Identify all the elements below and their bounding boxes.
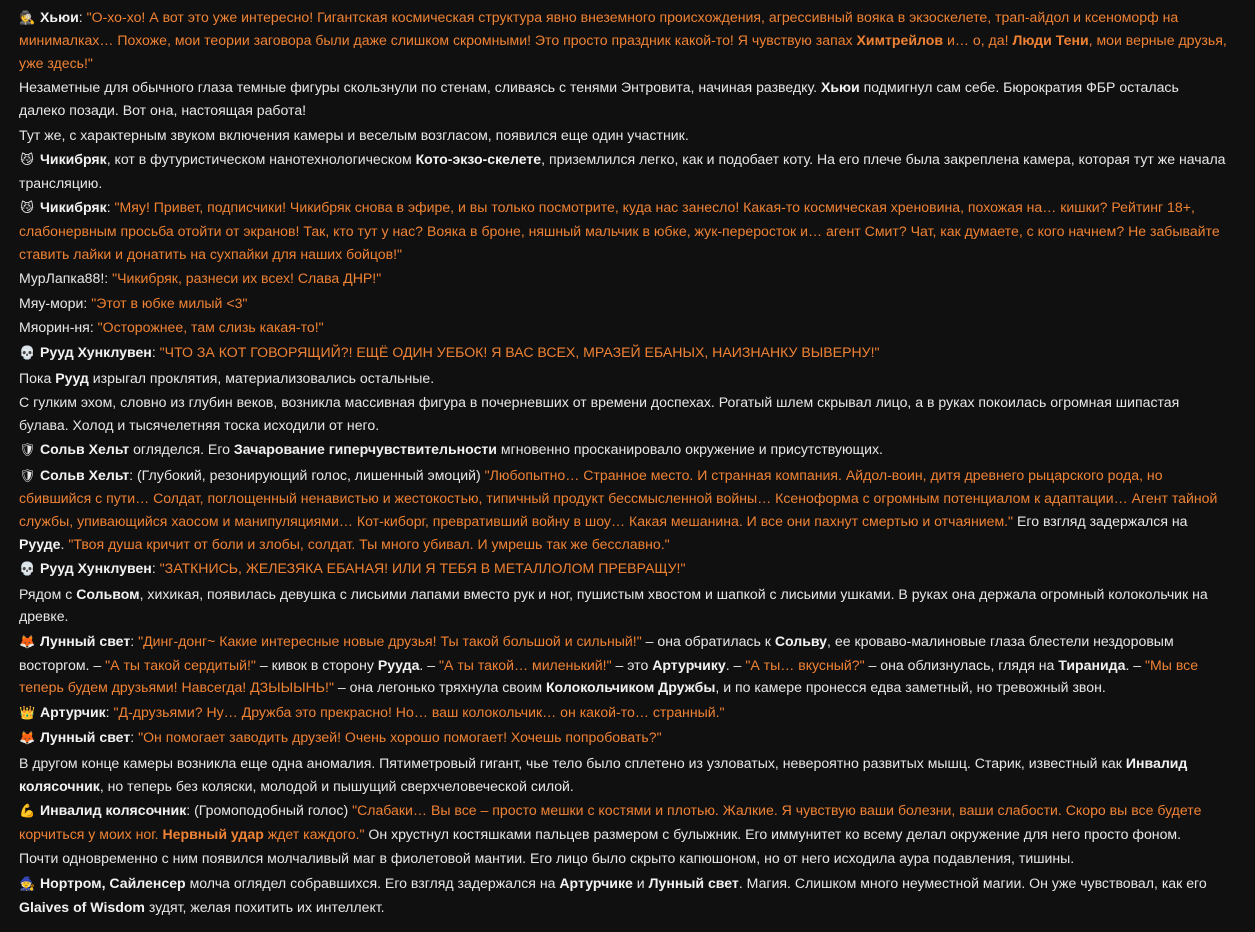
dialogue-quote: "А ты такой… миленький!" bbox=[439, 656, 612, 673]
narration-text: : bbox=[130, 633, 139, 650]
narration-text: – она обратилась к bbox=[641, 633, 775, 650]
narration-text: , ее кроваво-малиновые глаза блестели нездоровым восторгом. – bbox=[19, 633, 1174, 673]
dialogue-quote: ждет каждого." bbox=[263, 825, 365, 842]
narration-text: , приземлился легко, как и подобает коту. На его плече была закреплена камера, которая тут же начала трансляцию. bbox=[19, 151, 1226, 191]
character-name: Инвалид колясочник bbox=[19, 755, 1188, 794]
narration-text: МурЛапка88!: bbox=[19, 270, 113, 287]
narration-text: В другом конце камеры возникла еще одна аномалия. Пятиметровый гигант, чье тело было сплетено из узловатых, невероятно развитых мышц. Старик, известный как bbox=[19, 755, 1126, 771]
dialogue-emphasis: Люди Тени bbox=[1012, 32, 1089, 49]
character-name: Чикибряк bbox=[40, 199, 107, 216]
narration-text: , но теперь без коляски, молодой и пышущий сверхчеловеческой силой. bbox=[99, 777, 574, 794]
story-paragraph bbox=[19, 557, 1227, 581]
character-name: Артурчику bbox=[652, 656, 726, 673]
story-paragraph bbox=[19, 438, 1227, 462]
narration-text: Пока bbox=[19, 369, 56, 386]
narration-text: : bbox=[78, 8, 87, 25]
dialogue-emphasis: Нервный удар bbox=[162, 825, 264, 842]
character-name: Артурчик bbox=[40, 703, 106, 720]
chikibryak-avatar-icon: 😼 bbox=[20, 200, 34, 216]
character-name: Тиранида bbox=[1058, 656, 1126, 673]
narration-text: . Магия. Слишком много неуместной магии. Он уже чувствовал, как его bbox=[738, 874, 1207, 891]
character-name: Рууд bbox=[55, 369, 89, 386]
character-name: Чикибряк bbox=[40, 151, 107, 168]
narration-text: – это bbox=[611, 656, 653, 673]
dialogue-quote: "Осторожнее, там слизь какая-то!" bbox=[97, 319, 324, 336]
character-name: Артурчике bbox=[559, 874, 633, 891]
narration-text: – она легонько тряхнула своим bbox=[333, 679, 546, 696]
character-name: Сольвом bbox=[76, 585, 140, 602]
narration-text: . – bbox=[419, 656, 439, 673]
character-name: Хьюи bbox=[40, 8, 79, 25]
moon-avatar-icon: 🦊 bbox=[19, 634, 36, 650]
character-name: Рууд Хунклувен bbox=[40, 560, 152, 577]
character-name: Рууде bbox=[19, 535, 61, 552]
invalid-avatar-icon: 💪 bbox=[19, 803, 36, 819]
character-name: Колокольчиком Дружбы bbox=[545, 679, 716, 696]
narration-text: : bbox=[106, 199, 115, 216]
narration-text: . – bbox=[725, 656, 746, 673]
character-name: Зачарование гиперчувствительности bbox=[233, 441, 497, 458]
narration-text: Он хрустнул костяшками пальцев размером с булыжник. Его иммунитет ко всему делал окружение для него просто фоном. bbox=[364, 825, 1182, 842]
story-paragraph bbox=[19, 847, 1227, 870]
story-paragraph bbox=[19, 316, 1227, 339]
dialogue-quote: "Мы все теперь будем друзьями! Навсегда! ДЗЫЫЫНЬ!" bbox=[19, 656, 1199, 696]
story-paragraph bbox=[19, 872, 1227, 918]
character-name: Лунный свет bbox=[40, 729, 131, 746]
story-paragraph bbox=[19, 583, 1227, 628]
character-name: Сольв Хельт bbox=[40, 466, 130, 483]
narration-text: Рядом с bbox=[19, 585, 77, 602]
narration-text: Тут же, с характерным звуком включения камеры и веселым возгласом, появился еще один участник. bbox=[19, 126, 689, 143]
dialogue-quote: "Чикибряк, разнеси их всех! Слава ДНР!" bbox=[112, 270, 382, 287]
narration-text: : (Громоподобный голос) bbox=[186, 802, 353, 819]
dialogue-quote: и… о, да! bbox=[943, 32, 1013, 49]
moon-avatar-icon: 🦊 bbox=[19, 730, 36, 746]
character-name: Кото-экзо-скелете bbox=[415, 151, 542, 168]
story-paragraph bbox=[19, 701, 1227, 725]
narration-text: : (Глубокий, резонирующий голос, лишенный эмоций) bbox=[129, 466, 485, 483]
narration-text: подмигнул сам себе. Бюрократия ФБР осталась далеко позади. Вот она, настоящая работа! bbox=[19, 79, 1179, 118]
narration-text: изрыгал проклятия, материализовались остальные. bbox=[88, 369, 435, 386]
story-paragraph bbox=[19, 0, 1227, 4]
narration-text: огляделся. Его bbox=[129, 441, 234, 458]
dialogue-quote: "А ты такой сердитый!" bbox=[105, 656, 256, 673]
narration-text: Почти одновременно с ним появился молчаливый маг в фиолетовой мантии. Его лицо было скрыто капюшоном, но от него исходила аура подавления, тишины. bbox=[19, 850, 1075, 867]
narration-text: Его взгляд задержался на bbox=[1013, 513, 1188, 530]
dialogue-quote: "ЗАТКНИСЬ, ЖЕЛЕЗЯКА ЕБАНАЯ! ИЛИ Я ТЕБЯ В МЕТАЛЛОЛОМ ПРЕВРАЩУ!" bbox=[159, 560, 686, 577]
narration-text: молча оглядел собравшихся. Его взгляд задержался на bbox=[185, 874, 560, 891]
dialogue-quote: "Динг-донг~ Какие интересные новые друзья! Ты такой большой и сильный!" bbox=[138, 633, 642, 650]
dialogue-quote: "Этот в юбке милый <3" bbox=[91, 294, 248, 311]
dialogue-quote: , мои верные друзья, уже здесь!" bbox=[19, 32, 1227, 71]
character-name: Сольв Хельт bbox=[40, 441, 130, 458]
story-paragraph bbox=[19, 148, 1227, 194]
story-log bbox=[19, 0, 1227, 920]
narration-text: – она облизнулась, глядя на bbox=[864, 656, 1059, 673]
story-paragraph bbox=[19, 799, 1227, 845]
character-name: Хьюи bbox=[820, 79, 860, 96]
narration-text: Мяорин-ня: bbox=[19, 319, 98, 336]
character-name: Лунный свет bbox=[648, 874, 739, 891]
dialogue-quote: "А ты… вкусный?" bbox=[745, 656, 865, 673]
narration-text: мгновенно просканировало окружение и присутствующих. bbox=[496, 441, 883, 458]
story-paragraph bbox=[19, 341, 1227, 365]
arturchik-avatar-icon: 👑 bbox=[19, 704, 36, 720]
story-paragraph bbox=[19, 124, 1227, 147]
sol-avatar-icon: 🛡 bbox=[19, 442, 36, 458]
dialogue-quote: "Мяу! Привет, подписчики! Чикибряк снова в эфире, и вы только посмотрите, куда нас занесло! Какая-то космическая хреновина, похожая на… кишки? Рейтинг 18+, слабонервным просьба отойти от экранов! Так, кто тут у нас? Вояка в броне, няшный мальчик в юбке, жук-переросток и… агент Смит? Чат, как думаете, с кого начнем? Не забывайте ставить лайки и донатить на сухпайки для наших бойцов!" bbox=[19, 199, 1220, 262]
nortrom-avatar-icon: 🧙 bbox=[19, 875, 36, 891]
character-name: Glaives of Wisdom bbox=[19, 898, 145, 915]
character-name: Рууда bbox=[377, 656, 420, 673]
dialogue-quote: "Д-друзьями? Ну… Дружба это прекрасно! Но… ваш колокольчик… он какой-то… странный." bbox=[113, 703, 725, 720]
narration-text: С гулким эхом, словно из глубин веков, возникла массивная фигура в почерневших от времени доспехах. Рогатый шлем скрывал лицо, а в руках покоилась огромная шипастая булава. Холод и тысячелетняя тоска исходили от него. bbox=[19, 394, 1180, 433]
dialogue-quote: "Любопытно… Странное место. И странная компания. Айдол-воин, дитя древнего рыцарского рода, но сбившийся с пути… Солдат, поглощенный ненавистью и жестокостью, типичный продукт бессмысленной войны… Ксеноформа с огромным потенциалом к адаптации… Агент тайной службы, упивающийся хаосом и манипуляциями… Кот-киборг, превративший войну в шоу… Какая мешанина. И все они пахнут смертью и отчаянием." bbox=[19, 466, 1218, 530]
narration-text: . – bbox=[1125, 656, 1146, 673]
story-paragraph bbox=[19, 196, 1227, 265]
sol-avatar-icon: 🛡 bbox=[19, 467, 36, 483]
story-paragraph bbox=[19, 367, 1227, 390]
narration-text: , и по камере пронесся едва заметный, но тревожный звон. bbox=[715, 679, 1106, 696]
dialogue-quote: "ЧТО ЗА КОТ ГОВОРЯЩИЙ?! ЕЩЁ ОДИН УЕБОК! Я ВАС ВСЕХ, МРАЗЕЙ ЕБАНЫХ, НАИЗНАНКУ ВЫВЕРНУ!" bbox=[159, 343, 880, 360]
dialogue-emphasis: Химтрейлов bbox=[856, 32, 944, 49]
hugh-avatar-icon bbox=[19, 0, 35, 4]
narration-text: : bbox=[130, 729, 139, 746]
story-paragraph bbox=[19, 292, 1227, 315]
story-paragraph bbox=[19, 267, 1227, 290]
dialogue-quote: "Твоя душа кричит от боли и злобы, солдат. Ты много убивал. И умрешь так же бесславно." bbox=[68, 535, 670, 552]
chikibryak-avatar-icon: 😼 bbox=[20, 152, 34, 168]
character-name: Сольву bbox=[774, 633, 828, 650]
story-paragraph bbox=[19, 6, 1227, 75]
narration-text: : bbox=[105, 703, 114, 720]
story-paragraph bbox=[19, 726, 1227, 750]
narration-text: : bbox=[151, 343, 160, 360]
dialogue-quote: "Слабаки… Вы все – просто мешки с костями и плотью. Жалкие. Я чувствую ваши болезни, ваши слабости. Скоро вы все будете корчиться у моих ног. bbox=[19, 802, 1202, 842]
narration-text: и bbox=[632, 874, 649, 891]
story-paragraph bbox=[19, 76, 1227, 121]
character-name: Лунный свет bbox=[40, 633, 131, 650]
narration-text: , хихикая, появилась девушка с лисьими лапами вместо рук и ног, пушистым хвостом и шапкой с лисьими ушками. В руках она держала огромный колокольчик на древке. bbox=[19, 585, 1208, 625]
narration-text: – кивок в сторону bbox=[255, 656, 378, 673]
story-paragraph bbox=[19, 391, 1227, 436]
dialogue-quote: "О-хо-хо! А вот это уже интересно! Гигантская космическая структура явно внеземного происхождения, агрессивный вояка в экзоскелете, трап-айдол и ксеноморф на минималках… Похоже, мои теории заговора были даже слишком скромными! Это просто праздник какой-то! Я чувствую запах bbox=[19, 8, 1179, 49]
character-name: Рууд Хунклувен bbox=[40, 343, 152, 360]
narration-text: : bbox=[151, 560, 160, 577]
story-paragraph bbox=[19, 630, 1227, 699]
dialogue-quote: "Он помогает заводить друзей! Очень хорошо помогает! Хочешь попробовать?" bbox=[138, 729, 662, 746]
narration-text: зудят, желая похитить их интеллект. bbox=[144, 898, 385, 915]
narration-text: . bbox=[60, 535, 69, 552]
story-paragraph bbox=[19, 464, 1227, 555]
character-name: Инвалид колясочник bbox=[40, 802, 187, 819]
character-name: Нортром, Сайленсер bbox=[40, 874, 186, 891]
narration-text: Незаметные для обычного глаза темные фигуры скользнули по стенам, сливаясь с тенями Энтровита, начиная разведку. bbox=[19, 79, 821, 96]
story-paragraph bbox=[19, 752, 1227, 797]
ruud-avatar-icon: 💀 bbox=[19, 344, 36, 360]
ruud-avatar-icon: 💀 bbox=[19, 561, 36, 577]
hugh-avatar-icon: 🕵 bbox=[19, 9, 36, 25]
narration-text: Мяу-мори: bbox=[19, 294, 92, 311]
narration-text: , кот в футуристическом нанотехнологическом bbox=[106, 151, 416, 168]
